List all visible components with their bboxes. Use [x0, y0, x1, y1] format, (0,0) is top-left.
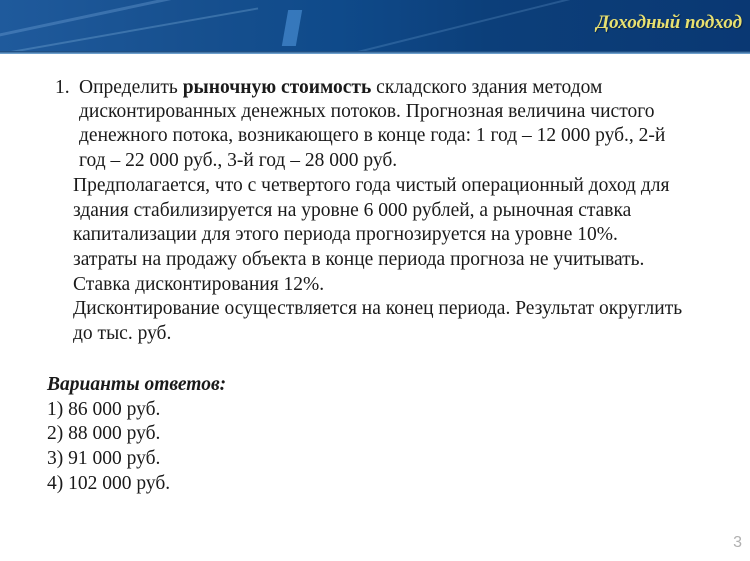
task-line: дисконтированных денежных потоков. Прогнозная величина чистого [79, 101, 655, 122]
task-line: год – 22 000 руб., 3-й год – 28 000 руб. [79, 150, 398, 171]
header-decoration [2, 7, 258, 51]
slide-title: Доходный подход [596, 12, 742, 33]
header-divider [0, 51, 750, 54]
paragraph-line: капитализации для этого периода прогнозируется на уровне 10%. [73, 224, 618, 245]
paragraph-line: Ставка дисконтирования 12%. [73, 274, 325, 295]
task-intro-bold: рыночную стоимость [182, 77, 372, 98]
answer-option-1: 1) 86 000 руб. [47, 399, 161, 420]
task-number: 1. [55, 77, 70, 98]
paragraph-line: здания стабилизируется на уровне 6 000 рублей, а рыночная ставка [73, 200, 632, 221]
answer-option-3: 3) 91 000 руб. [47, 448, 161, 469]
slide-header [0, 0, 750, 51]
paragraph-line: Дисконтирование осуществляется на конец периода. Результат округлить [73, 298, 683, 319]
paragraph-line: затраты на продажу объекта в конце периода прогноза не учитывать. [73, 249, 645, 270]
header-decoration [282, 10, 302, 46]
answer-option-2: 2) 88 000 руб. [47, 423, 161, 444]
page-number: 3 [733, 534, 742, 551]
task-line: денежного потока, возникающего в конце года: 1 год – 12 000 руб., 2-й [79, 125, 666, 146]
header-decoration [0, 0, 257, 44]
answer-option-4: 4) 102 000 руб. [47, 473, 171, 494]
task-intro-pre: Определить [79, 77, 183, 98]
answers-heading: Варианты ответов: [47, 374, 227, 395]
task-intro-line [79, 76, 602, 100]
task-intro-post: складского здания методом [371, 77, 603, 98]
paragraph-line: Предполагается, что с четвертого года чистый операционный доход для [73, 175, 670, 196]
paragraph-line: до тыс. руб. [73, 323, 172, 344]
